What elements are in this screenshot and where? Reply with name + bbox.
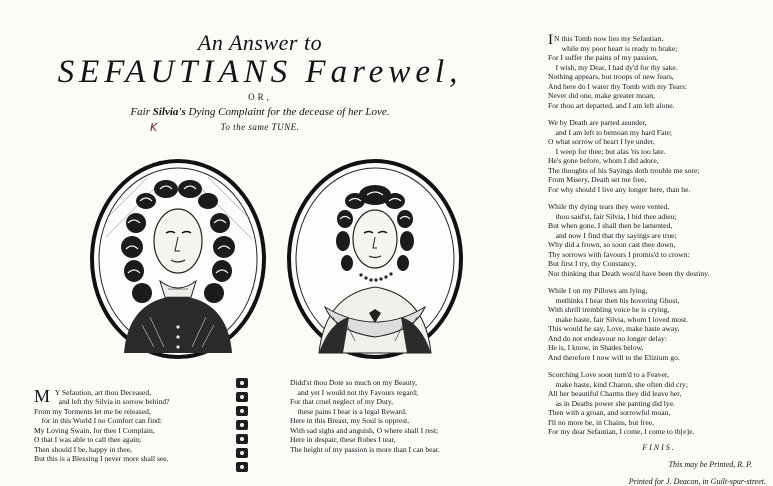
subtitle-post: Dying Complaint for the decease of her Love. [185, 106, 390, 118]
finis: FINIS. [642, 442, 676, 452]
tune-line: To the same TUNE. [220, 122, 300, 132]
stanza-1-text: N this Tomb now lies my Sefautian, while my poor heart is ready to brake; For I suffer the pains of my passion, I wish, my Dear, I had dy'd for thy sake. Nothing appears, but troops of new fears, And here do I water thy Tomb with my Tears: Never did one, make greater moan, For thou art departed, and I am left alone. [548, 34, 687, 110]
portrait-woman-woodcut [285, 157, 465, 361]
verse-1-first-line: Y Sefaution, art thou Deceased, [54, 387, 152, 397]
drop-cap-i: I [548, 32, 553, 48]
subtitle-name: Silvia's [152, 106, 186, 118]
verse-column-1 [34, 378, 230, 464]
subtitle [0, 106, 520, 118]
verse-column-3 [548, 34, 770, 486]
stanza-3: While thy dying tears they were vented, thou said'st, fair Silvia, I bid thee adieu; But when gone, I shall then be lamented, and now I find that thy sayings are true; Why did a frown, so soon cast thee down, Thy sorrows with favours I promis'd to crown: But first I try, thy Constancy, Not thinking that Death wou'd have been thy destiny. [548, 202, 710, 278]
verse-1-body: and left thy Silvia in sorrow behind? From my Torments let me be released, for in this World I no Comfort can find: My Loving Swain, for thee I Complain, O that I was able to call thee again; Then should I be, happy in thee, But this is a Blessing I never more shall see. [34, 397, 170, 463]
stanza-1 [548, 34, 770, 110]
imprint-line: Printed for J. Deacon, in Guilt-spur-street. [628, 476, 766, 486]
subtitle-pre: Fair [130, 106, 153, 118]
title-line-2: SEFAUTIANS Farewel, [57, 54, 463, 90]
drop-cap-m: M [34, 385, 51, 406]
stanza-2: We by Death are parted asunder, and I am left to bemoan my hard Fate; O what sorrow of heart I lye under, I weep for thee; but alas 'tis too late. He's gone before, whom I did adore, The thoughts of his Sayings doth trouble me sore; From Misery, Death set me free, For why should I live any longer here, than he. [548, 118, 700, 194]
handwritten-mark: K [150, 121, 158, 134]
verse-column-2: Didd'st thou Dote so much on my Beauty, and yet I would not thy Favours regard; For that cruel neglect of my Duty, these pains I bear is a legal Reward. Here in this Breast, my Soul is opprest, With sad sighs and anguish, O where shall I rest; Here in despair, these Robes I tear, The height of my passion is more than I can bear. [290, 378, 440, 454]
portrait-man-woodcut [88, 157, 268, 361]
title-line-1: An Answer to [197, 30, 323, 55]
ornamental-divider [233, 376, 251, 473]
stanza-5: Scorching Love soon turn'd to a Feaver, make haste, kind Charon, she often did cry; All her beautiful Charms they did leave her, as in Deaths power she panting did lye. Then with a groan, and sorrowful moan, I'll no more be, in Chains, but free, For my dear Sefautian, I come, I come to th[e]e. [548, 370, 695, 436]
licence-line: This may be Printed, R. P. [668, 459, 752, 469]
title-or: OR, [248, 92, 272, 102]
stanza-4: While I on my Pillows am lying, methinks I hear then his hovering Ghost, With shrill trembling voice he is crying, make haste, fair Silvia, whom I loved most. This would he say, Love, make haste away, And do not endeavour no longer delay: He is, I know, in Shades below, And therefore I now will to the Elizium go. [548, 286, 689, 362]
